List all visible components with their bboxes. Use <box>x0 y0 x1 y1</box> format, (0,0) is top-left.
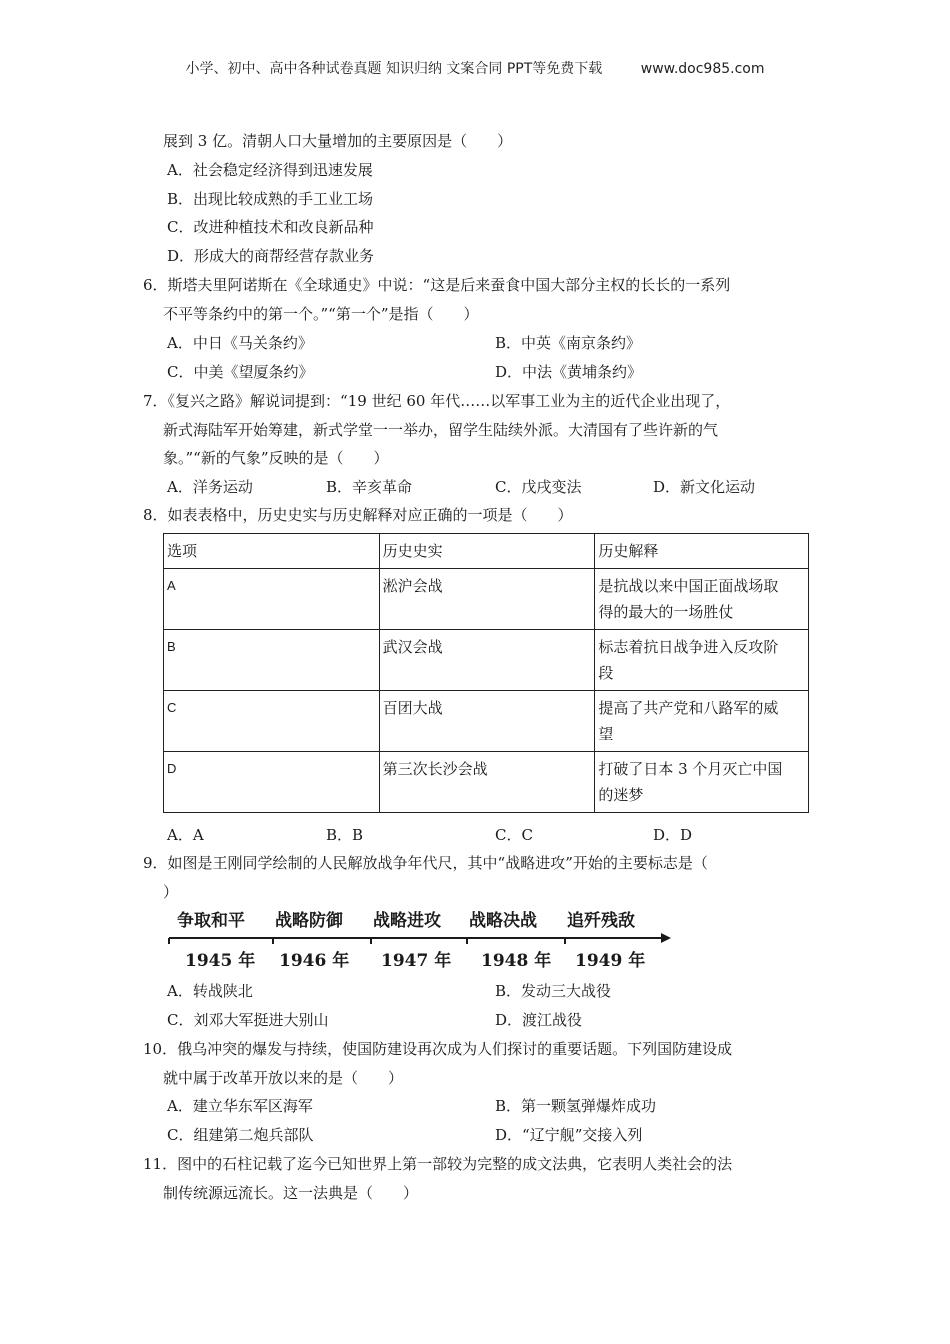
explanation-line1: 标志着抗日战争进入反攻阶 <box>598 638 779 656</box>
q7-stem-line1: 7．《复兴之路》解说词提到：“19 世纪 60 年代……以军事工业为主的近代企业出现了， <box>143 392 731 410</box>
q6-option-b: B．中英《南京条约》 <box>495 334 642 352</box>
q8-option-d: D．D <box>653 826 693 844</box>
header-site-link[interactable]: www.doc985.com <box>640 61 765 77</box>
q7-stem-line3: 象。”“新的气象”反映的是（ ） <box>163 449 389 467</box>
q5-stem: 展到 3 亿。清朝人口大量增加的主要原因是（ ） <box>163 132 513 150</box>
explanation-line1: 提高了共产党和八路军的威 <box>598 699 779 717</box>
table-header-option: 选项 <box>164 534 380 569</box>
q9-option-c: C．刘邓大军挺进大别山 <box>167 1011 329 1029</box>
q10-option-c: C．组建第二炮兵部队 <box>167 1126 314 1144</box>
page-header <box>0 58 950 78</box>
timeline-phase: 争取和平 <box>177 911 245 931</box>
q7-option-a: A．洋务运动 <box>167 478 253 496</box>
table-cell-fact: 武汉会战 <box>379 630 595 691</box>
table-cell-fact: 第三次长沙会战 <box>379 752 595 813</box>
q9-stem-line2: ） <box>163 883 179 901</box>
explanation-line2: 段 <box>598 664 614 682</box>
timeline-year: 1949 年 <box>575 951 646 971</box>
q6-option-d: D．中法《黄埔条约》 <box>495 363 643 381</box>
table-cell-explanation <box>595 752 809 813</box>
q5-option-c: C．改进种植技术和改良新品种 <box>167 218 374 236</box>
timeline-arrow-icon <box>661 933 671 943</box>
q10-option-b: B．第一颗氢弹爆炸成功 <box>495 1097 657 1115</box>
table-cell-fact: 淞沪会战 <box>379 569 595 630</box>
q7-stem-line2: 新式海陆军开始筹建，新式学堂一一举办，留学生陆续外派。大清国有了些许新的气 <box>163 421 719 439</box>
table-cell-option: A <box>164 569 380 630</box>
timeline-phase: 战略决战 <box>469 911 537 931</box>
q10-option-d: D．“辽宁舰”交接入列 <box>495 1126 643 1144</box>
q6-option-c: C．中美《望厦条约》 <box>167 363 314 381</box>
table-header-row <box>164 534 809 569</box>
q7-option-d: D．新文化运动 <box>653 478 756 496</box>
table-cell-explanation <box>595 569 809 630</box>
table-cell-explanation <box>595 691 809 752</box>
q10-stem-line1: 10．俄乌冲突的爆发与持续，使国防建设再次成为人们探讨的重要话题。下列国防建设成 <box>143 1040 733 1058</box>
timeline-phase: 战略防御 <box>275 911 343 931</box>
q10-stem-line2: 就中属于改革开放以来的是（ ） <box>163 1069 404 1087</box>
timeline-year: 1948 年 <box>481 951 552 971</box>
q5-option-b: B．出现比较成熟的手工业工场 <box>167 190 374 208</box>
timeline-phase: 战略进攻 <box>373 911 441 931</box>
q8-option-b: B．B <box>326 826 364 844</box>
table-header-fact: 历史史实 <box>379 534 595 569</box>
table-cell-option: D <box>164 752 380 813</box>
q8-option-a: A．A <box>167 826 204 844</box>
explanation-line2: 的迷梦 <box>598 786 644 804</box>
timeline-year: 1945 年 <box>185 951 256 971</box>
q6-stem-line1: 6．斯塔夫里阿诺斯在《全球通史》中说：“这是后来蚕食中国大部分主权的长长的一系列 <box>143 276 731 294</box>
timeline-phase: 追歼残敌 <box>567 911 635 931</box>
explanation-line2: 望 <box>598 725 614 743</box>
q7-option-b: B．辛亥革命 <box>326 478 413 496</box>
q6-stem-line2: 不平等条约中的第一个。”“第一个”是指（ ） <box>163 305 479 323</box>
table-cell-option: C <box>164 691 380 752</box>
explanation-line2: 得的最大的一场胜仗 <box>598 603 734 621</box>
q8-option-c: C．C <box>495 826 533 844</box>
explanation-line1: 是抗战以来中国正面战场取 <box>598 577 779 595</box>
header-text: 小学、初中、高中各种试卷真题 知识归纳 文案合同 PPT等免费下载 <box>185 61 603 77</box>
q11-stem-line1: 11．图中的石柱记载了迄今已知世界上第一部较为完整的成文法典，它表明人类社会的法 <box>143 1155 733 1173</box>
table-row <box>164 569 809 630</box>
timeline-year: 1946 年 <box>279 951 350 971</box>
table-cell-fact: 百团大战 <box>379 691 595 752</box>
q5-option-a: A．社会稳定经济得到迅速发展 <box>167 161 373 179</box>
q11-stem-line2: 制传统源远流长。这一法典是（ ） <box>163 1184 419 1202</box>
table-row <box>164 630 809 691</box>
table-row <box>164 691 809 752</box>
q9-option-b: B．发动三大战役 <box>495 982 612 1000</box>
q8-stem: 8．如表表格中，历史史实与历史解释对应正确的一项是（ ） <box>143 506 573 524</box>
table-cell-explanation <box>595 630 809 691</box>
q9-option-d: D．渡江战役 <box>495 1011 583 1029</box>
explanation-line1: 打破了日本 3 个月灭亡中国 <box>598 760 783 778</box>
q5-option-d: D．形成大的商帮经营存款业务 <box>167 247 375 265</box>
q6-option-a: A．中日《马关条约》 <box>167 334 313 352</box>
timeline-year: 1947 年 <box>381 951 452 971</box>
war-timeline-figure <box>165 904 675 974</box>
table-row <box>164 752 809 813</box>
q9-option-a: A．转战陕北 <box>167 982 253 1000</box>
table-header-explanation: 历史解释 <box>595 534 809 569</box>
q9-stem-line1: 9．如图是王刚同学绘制的人民解放战争年代尺，其中“战略进攻”开始的主要标志是（ <box>143 854 708 872</box>
table-cell-option: B <box>164 630 380 691</box>
q7-option-c: C．戊戌变法 <box>495 478 582 496</box>
q8-table <box>163 533 809 813</box>
q10-option-a: A．建立华东军区海军 <box>167 1097 313 1115</box>
